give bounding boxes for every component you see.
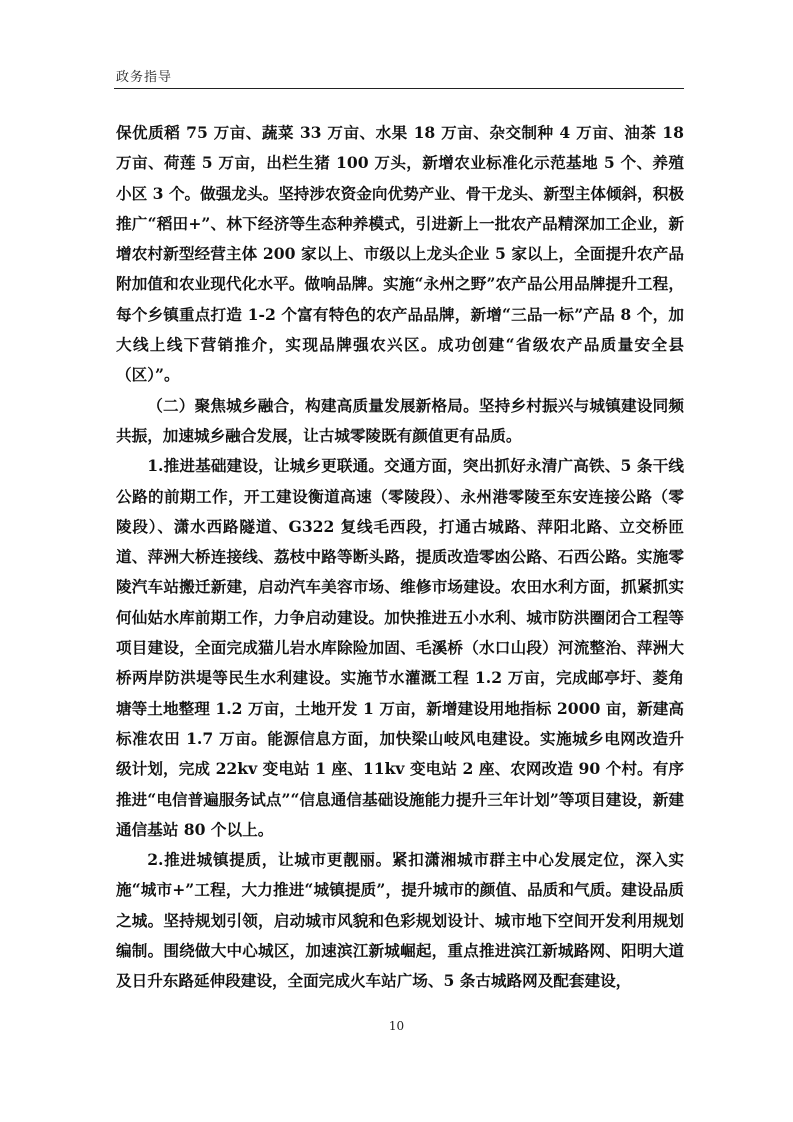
paragraph-continuation: 保优质稻 75 万亩、蔬菜 33 万亩、水果 18 万亩、杂交制种 4 万亩、油茶 18 万亩、荷莲 5 万亩，出栏生猪 100 万头，新增农业标准化示范基地 5 个、养殖小区 3 个。做强龙头。坚持涉农资金向优势产业、骨干龙头、新型主体倾斜，积极推广“稻田+”、林下经济等生态种养模式，引进新上一批农产品精深加工企业，新增农村新型经营主体 200 家以上、市级以上龙头企业 5 家以上，全面提升农产品附加值和农业现代化水平。做响品牌。实施“永州之野”农产品公用品牌提升工程，每个乡镇重点打造 1-2 个富有特色的农产品品牌，新增“三品一标”产品 8 个，加大线上线下营销推介，实现品牌强农兴区。成功创建“省级农产品质量安全县（区）”。 <box>116 123 684 385</box>
page-number: 10 <box>388 1019 405 1033</box>
document-body <box>116 118 684 997</box>
paragraph-section-heading: （二）聚焦城乡融合，构建高质量发展新格局。坚持乡村振兴与城镇建设同频共振，加速城乡融合发展，让古城零陵既有颜值更有品质。 <box>116 395 684 445</box>
paragraph-infrastructure: 1.推进基础建设，让城乡更联通。交通方面，突出抓好永清广高铁、5 条干线公路的前期工作，开工建设衡道高速（零陵段）、永州港零陵至东安连接公路（零陵段）、潇水西路隧道、G322 复线毛西段，打通古城路、萍阳北路、立交桥匝道、萍洲大桥连接线、荔枝中路等断头路，提质改造零凼公路、石西公路。实施零陵汽车站搬迁新建，启动汽车美容市场、维修市场建设。农田水利方面，抓紧抓实何仙姑水库前期工作，力争启动建设。加快推进五小水利、城市防洪圈闭合工程等项目建设，全面完成猫儿岩水库除险加固、毛溪桥（水口山段）河流整治、萍洲大桥两岸防洪堤等民生水利建设。实施节水灌溉工程 1.2 万亩，完成邮亭圩、菱角塘等土地整理 1.2 万亩，土地开发 1 万亩，新增建设用地指标 2000 亩，新建高标准农田 1.7 万亩。能源信息方面，加快梁山岐风电建设。实施城乡电网改造升级计划，完成 22kv 变电站 1 座、11kv 变电站 2 座、农网改造 90 个村。有序推进“电信普遍服务试点”“信息通信基础设施能力提升三年计划”等项目建设，新建通信基站 80 个以上。 <box>116 456 684 839</box>
header-rule <box>114 88 684 89</box>
running-header: 政务指导 <box>116 70 173 85</box>
paragraph-urban-upgrade: 2.推进城镇提质，让城市更靓丽。紧扣潇湘城市群主中心发展定位，深入实施“城市+”工程，大力推进“城镇提质”，提升城市的颜值、品质和气质。建设品质之城。坚持规划引领，启动城市风貌和色彩规划设计、城市地下空间开发利用规划编制。围绕做大中心城区，加速滨江新城崛起，重点推进滨江新城路网、阳明大道及日升东路延伸段建设，全面完成火车站广场、5 条古城路网及配套建设， <box>116 850 684 991</box>
